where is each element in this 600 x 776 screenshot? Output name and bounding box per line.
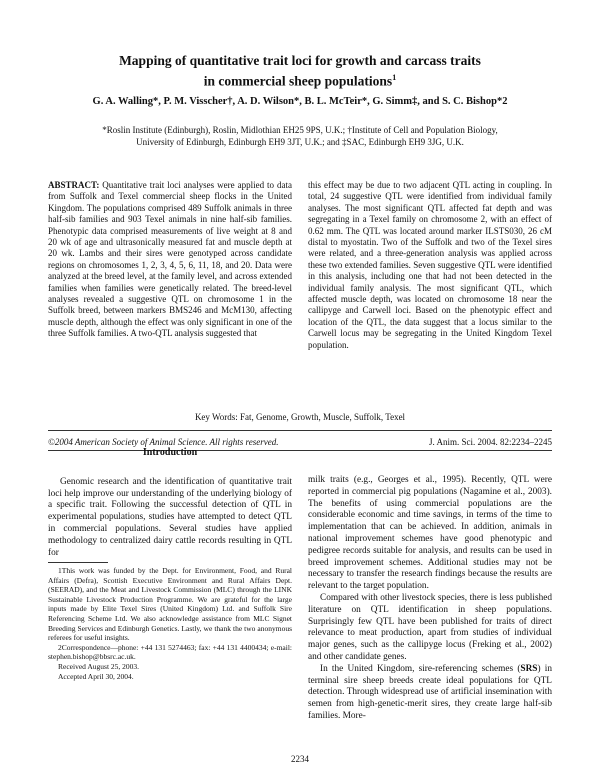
srs-abbreviation: SRS: [520, 663, 538, 674]
copyright-notice: ©2004 American Society of Animal Science. All rights reserved.: [48, 437, 279, 447]
body-column-left: [48, 447, 292, 559]
intro-paragraph-1: Genomic research and the identification of quantitative trait loci help improve our understanding of the underlying biology of a specific trait. Following the successful detection of QTL in experimental populations, studies have attempted to detect QTL in commercial populations. Several studies have applied methodology to centralized dairy cattle records resulting in QTL for: [48, 476, 292, 558]
footnote-correspondence: 2Correspondence—phone: +44 131 5274463; fax: +44 131 4400434; e-mail: stephen.bishop@bbsrc.ac.uk.: [48, 642, 292, 662]
affiliation-line-1: *Roslin Institute (Edinburgh), Roslin, Midlothian EH25 9PS, U.K.; †Institute of Cell and Population Biology,: [102, 125, 498, 135]
article-title: [60, 52, 540, 90]
author-list: G. A. Walling*, P. M. Visscher†, A. D. Wilson*, B. L. McTeir*, G. Simm‡, and S. C. Bishop*2: [92, 96, 508, 107]
abstract-label: ABSTRACT:: [48, 180, 100, 190]
intro-paragraph-4: [308, 664, 552, 723]
intro-paragraph-3: Compared with other livestock species, there is less published literature on QTL identification in sheep populations. Surprisingly few QTL have been published for traits of direct relevance to meat production, apart from studies of individual major genes, such as the callipyge locus (Freking et al., 2002) and other candidate genes.: [308, 592, 552, 662]
section-heading-introduction: Introduction: [142, 447, 198, 458]
abstract-column-right: this effect may be due to two adjacent QTL acting in coupling. In total, 24 suggestive QTL were identified from individual family analyses. The most significant QTL affected fat depth and was segregating in a Texel family on chromosome 2, with an effect of 0.62 mm. The QTL was located around marker ILSTS030, 26 cM distal to myostatin. Two of the Suffolk and two of the Texel sires were related, and a three-generation analysis was applied across these two extended families. Seven suggestive QTL were identified in this analysis, including one that had not been detected in the individual family analysis. The most significant QTL, which affected muscle depth, was located on chromosome 18 near the callipyge and Carwell loci. Based on the phenotypic effect and location of the QTL, the data suggest that a locus similar to the Carwell locus may be segregating in the United Kingdom Texel population.: [308, 180, 552, 350]
footnote-funding: 1This work was funded by the Dept. for Environment, Food, and Rural Affairs (Defra), Scottish Executive Environment and Rural Affairs Dept. (SEERAD), and the Meat and Livestock Commission (MLC) through the LINK Sustainable Livestock Production Programme. We are grateful for the large inputs made by Elite Texel Sires (United Kingdom) Ltd. and Suffolk Sire Referencing Scheme Ltd. We also acknowledge assistance from MLC Signet Breeding Services and Edinburgh Genetics. Lastly, we thank the two anonymous referees for useful insights.: [48, 566, 292, 643]
journal-citation: J. Anim. Sci. 2004. 82:2234–2245: [428, 437, 552, 447]
footnote-divider: [48, 562, 108, 563]
abstract-column-left: [48, 180, 292, 340]
footnotes: [48, 566, 292, 681]
received-date: Received August 25, 2003.: [58, 661, 140, 671]
divider-top: [48, 430, 552, 431]
page-number: 2234: [291, 754, 309, 764]
affiliation-line-2: University of Edinburgh, Edinburgh EH9 3JT, U.K.; and ‡SAC, Edinburgh EH9 3JG, U.K.: [136, 137, 464, 147]
intro-paragraph-2: milk traits (e.g., Georges et al., 1995). Recently, QTL were reported in commercial pig populations (Nagamine et al., 2003). The benefits of using commercial populations are the considerable economic and time savings, in terms of the time to implementation that can be achieved. In addition, animals in national improvement schemes have good phenotypic and pedigree records suitable for analysis, and results can be used in breed improvement schemes. Additional studies may not be necessary to transfer the research findings because the results are relevant to the target population.: [308, 475, 552, 592]
title-footnote-mark: 1: [392, 73, 397, 82]
body-column-right: [308, 475, 552, 723]
affiliations: [40, 124, 560, 148]
title-line-2: in commercial sheep populations: [203, 73, 393, 89]
title-line-1: Mapping of quantitative trait loci for growth and carcass traits: [119, 53, 481, 68]
accepted-date: Accepted April 30, 2004.: [58, 671, 134, 681]
abstract-text-left: Quantitative trait loci analyses were applied to data from Suffolk and Texel commercial sheep flocks in the United Kingdom. The populations comprised 489 Suffolk animals in three half-sib families and 903 Texel animals in nine half-sib families. Phenotypic data comprised measurements of live weight at 8 and 20 wk of age and ultrasonically measured fat and muscle depth at 20 wk. Lambs and their sires were genotyped across candidate regions on chromosomes 1, 2, 3, 4, 5, 6, 11, 18, and 20. Data were analyzed at the breed level, at the family level, and across extended families when families were genetically related. The breed-level analyses revealed a suggestive QTL on chromosome 1 in the Suffolk breed, between markers BMS246 and McM130, affecting muscle depth, although the effect was only significant in one of the three Suffolk families. A two-QTL analysis suggested that: [48, 180, 292, 339]
srs-text-a: In the United Kingdom, sire-referencing schemes (: [320, 663, 521, 674]
keywords: Key Words: Fat, Genome, Growth, Muscle, Suffolk, Texel: [194, 412, 406, 422]
srs-text-c: ) in terminal sire sheep breeds create ideal populations for QTL detection. Through widespread use of artificial insemination with semen from high-genetic-merit sires, they create large half-sib families. More-: [308, 663, 552, 721]
